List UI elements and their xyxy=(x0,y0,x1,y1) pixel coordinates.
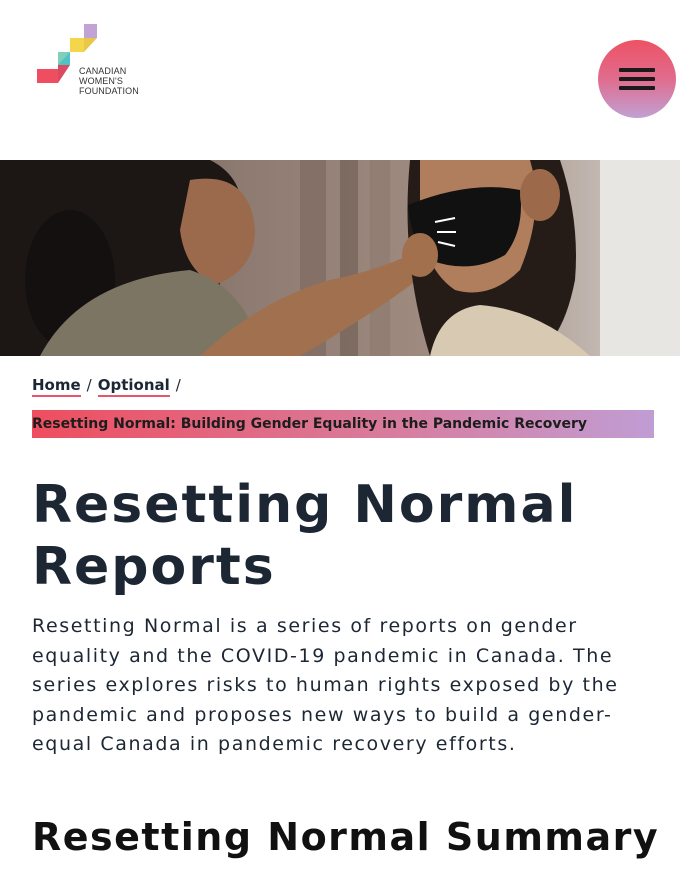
logo-line-1: CANADIAN xyxy=(79,66,127,76)
page-title-line-2: Reports xyxy=(32,537,276,597)
hero-image xyxy=(0,160,680,356)
page-title-line-1: Resetting Normal xyxy=(32,475,578,535)
logo-wordmark xyxy=(79,66,139,96)
breadcrumb-optional-link[interactable]: Optional xyxy=(98,376,170,397)
woman-adjusting-child-mask-photo-icon xyxy=(0,160,680,356)
hamburger-menu-icon xyxy=(619,68,655,72)
breadcrumb-separator: / xyxy=(175,376,181,394)
hamburger-menu-icon-bar-2 xyxy=(619,77,655,81)
site-header xyxy=(0,0,680,160)
page-title xyxy=(32,474,652,598)
section-heading: Resetting Normal Summary xyxy=(32,815,660,859)
hamburger-menu-icon-bar-3 xyxy=(619,86,655,90)
breadcrumb-current-page: Resetting Normal: Building Gender Equality in the Pandemic Recovery xyxy=(32,410,654,438)
breadcrumb-home-link[interactable]: Home xyxy=(32,376,81,397)
intro-paragraph: Resetting Normal is a series of reports on gender equality and the COVID-19 pandemic in Canada. The series explores risks to human rights exposed by the pandemic and proposes new ways to build a gender-equal Canada in pandemic recovery efforts. xyxy=(32,615,619,755)
menu-button[interactable] xyxy=(598,40,676,118)
breadcrumb xyxy=(32,376,187,394)
breadcrumb-separator: / xyxy=(86,376,92,394)
logo-line-2: WOMEN'S xyxy=(79,76,123,86)
logo-line-3: FOUNDATION xyxy=(79,86,139,96)
